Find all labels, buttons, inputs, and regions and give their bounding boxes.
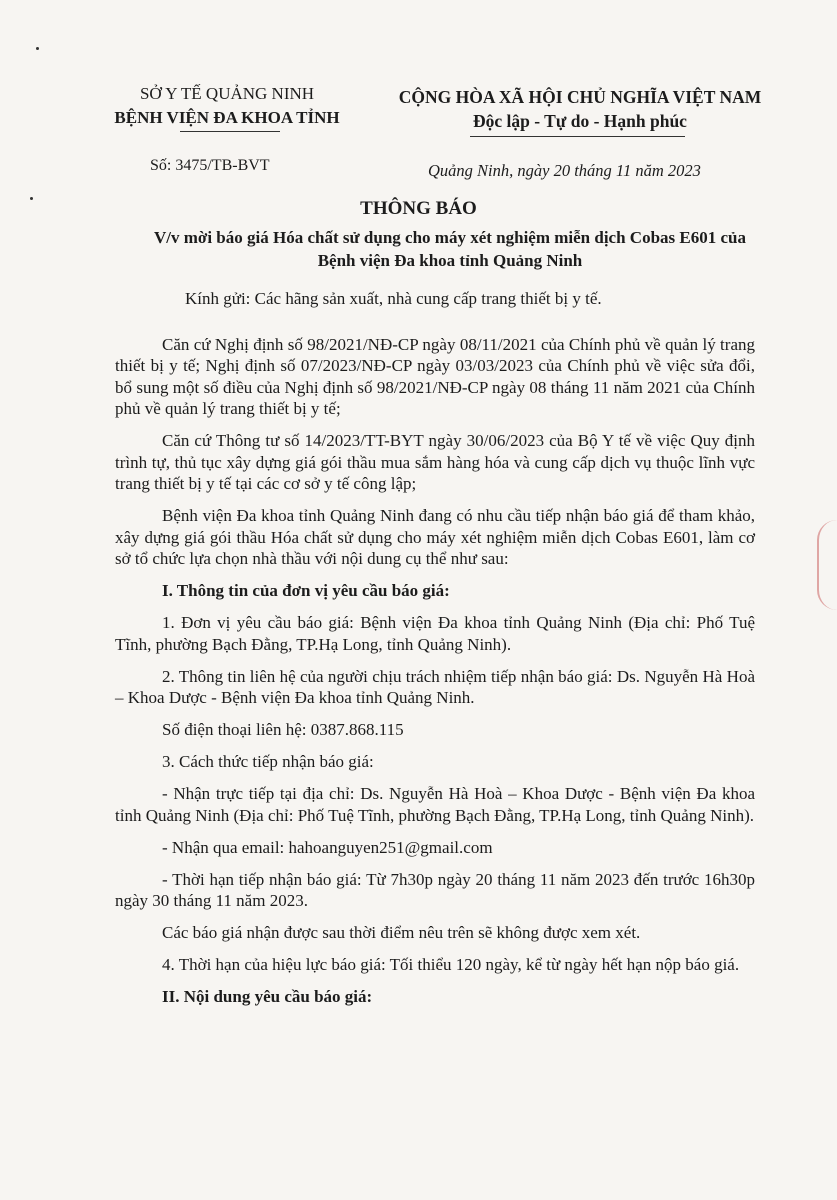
document-date: Quảng Ninh, ngày 20 tháng 11 năm 2023: [428, 161, 701, 180]
document-body: [115, 288, 755, 1018]
section-2-heading: II. Nội dung yêu cầu báo giá:: [162, 987, 373, 1006]
document-subject: V/v mời báo giá Hóa chất sử dụng cho máy xét nghiệm miễn dịch Cobas E601 của Bệnh viện Đa khoa tỉnh Quảng Ninh: [154, 228, 746, 270]
authority-line-1: SỞ Y TẾ QUẢNG NINH: [139, 84, 315, 103]
email-submission: - Nhận qua email: hahoanguyen251@gmail.com: [162, 837, 493, 857]
paragraph-legal-basis-1: Căn cứ Nghị định số 98/2021/NĐ-CP ngày 08/11/2021 của Chính phủ về quản lý trang thiết bị y tế; Nghị định số 07/2023/NĐ-CP ngày 03/03/2023 của Chính phủ về việc sửa đổi, bổ sung một số điều của Nghị định số 98/2021/NĐ-CP ngày 08 tháng 11 năm 2021 của Chính phủ về quản lý trang thiết bị y tế;: [115, 334, 755, 418]
section-1-item-3: 3. Cách thức tiếp nhận báo giá:: [162, 752, 374, 771]
motto-underline: [470, 136, 685, 137]
contact-phone: Số điện thoại liên hệ: 0387.868.115: [162, 720, 404, 739]
red-seal-edge: [817, 520, 837, 610]
document-number: Số: 3475/TB-BVT: [150, 157, 270, 174]
paragraph-purpose: Bệnh viện Đa khoa tỉnh Quảng Ninh đang có nhu cầu tiếp nhận báo giá để tham khảo, xây dựng giá gói thầu Hóa chất sử dụng cho máy xét nghiệm miễn dịch Cobas E601, làm cơ sở tổ chức lựa chọn nhà thầu với nội dung cụ thể như sau:: [115, 506, 755, 568]
section-1-item-2: 2. Thông tin liên hệ của người chịu trách nhiệm tiếp nhận báo giá: Ds. Nguyễn Hà Hoà – Khoa Dược - Bệnh viện Đa khoa tỉnh Quảng Ninh.: [115, 666, 755, 707]
late-submission-note: Các báo giá nhận được sau thời điểm nêu trên sẽ không được xem xét.: [162, 923, 641, 942]
section-1-item-1: 1. Đơn vị yêu cầu báo giá: Bệnh viện Đa khoa tỉnh Quảng Ninh (Địa chỉ: Phố Tuệ Tĩnh, phường Bạch Đằng, TP.Hạ Long, tỉnh Quảng Ninh).: [115, 613, 755, 654]
salutation: Kính gửi: Các hãng sản xuất, nhà cung cấp trang thiết bị y tế.: [185, 289, 602, 308]
paragraph-legal-basis-2: Căn cứ Thông tư số 14/2023/TT-BYT ngày 30/06/2023 của Bộ Y tế về việc Quy định trình tự, thủ tục xây dựng giá gói thầu mua sắm hàng hóa và cung cấp dịch vụ thuộc lĩnh vực trang thiết bị y tế tại các cơ sở y tế công lập;: [115, 431, 755, 493]
section-1-heading: I. Thông tin của đơn vị yêu cầu báo giá:: [162, 581, 450, 600]
authority-line-2: BỆNH VIỆN ĐA KHOA TỈNH: [114, 108, 340, 127]
submission-deadline: - Thời hạn tiếp nhận báo giá: Từ 7h30p ngày 20 tháng 11 năm 2023 đến trước 16h30p ngày 30 tháng 11 năm 2023.: [115, 869, 755, 910]
section-1-item-4: 4. Thời hạn của hiệu lực báo giá: Tối thiểu 120 ngày, kể từ ngày hết hạn nộp báo giá.: [162, 955, 740, 974]
issuing-authority: [92, 82, 362, 130]
direct-submission: - Nhận trực tiếp tại địa chỉ: Ds. Nguyễn Hà Hoà – Khoa Dược - Bệnh viện Đa khoa tỉnh Quảng Ninh (Địa chỉ: Phố Tuệ Tĩnh, phường Bạch Đằng, TP.Hạ Long, tỉnh Quảng Ninh).: [115, 784, 755, 825]
country-name: CỘNG HÒA XÃ HỘI CHỦ NGHĨA VIỆT NAM: [398, 87, 762, 107]
document-title: THÔNG BÁO: [360, 198, 477, 219]
authority-underline: [180, 131, 280, 132]
national-motto: [380, 85, 780, 133]
scan-speck: [36, 47, 39, 50]
motto: Độc lập - Tự do - Hạnh phúc: [473, 111, 687, 131]
